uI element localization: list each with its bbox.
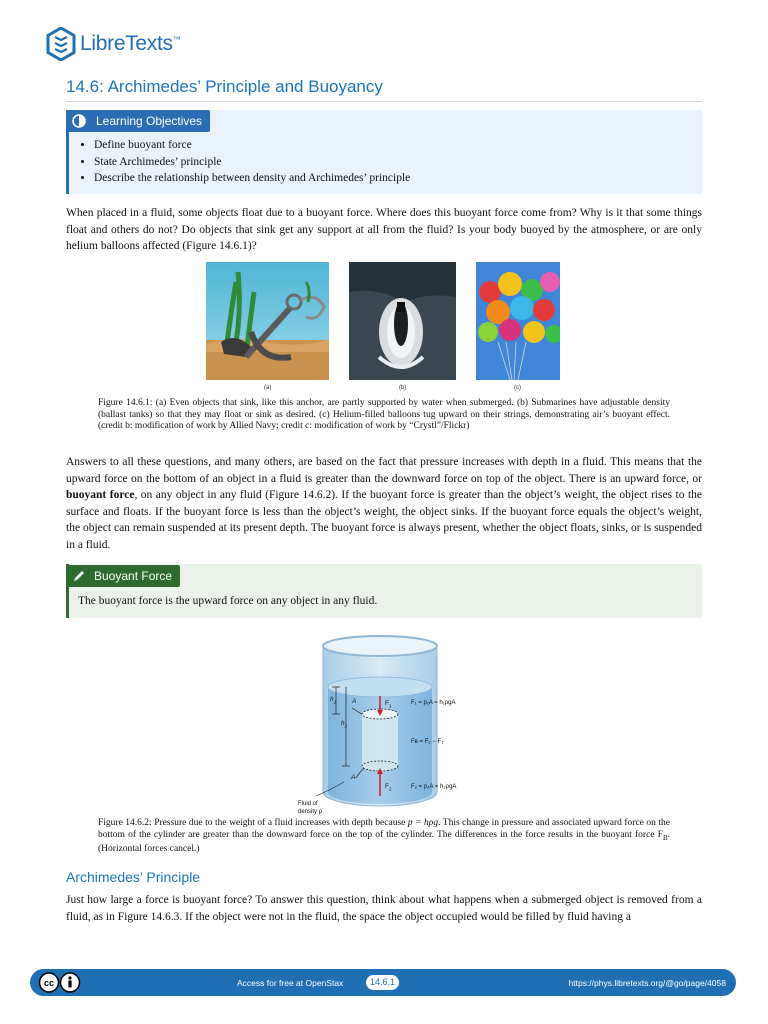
figure-2-caption: Figure 14.6.2: Pressure due to the weight of a fluid increases with depth because p = hρg. This change in pressure and associated upward force on the bottom of the cylinder are greater than the downward force on the top of the cylinder. The differences in the force results in the buoyant force $F_B$. (Horizontal forces cancel.) [98, 818, 670, 854]
figure-label-a: (a) [264, 385, 272, 391]
h2-label: $h_2$ [341, 720, 348, 729]
f1-equation: F₁ = p₁A = h₁ρgA [411, 700, 456, 706]
list-item: • Describe the relationship between density and Archimedes’ principle [94, 170, 410, 187]
footer-access-text[interactable]: Access for free at OpenStax [237, 978, 344, 988]
logo-text: LibreTexts™ [80, 32, 181, 55]
libretexts-logo[interactable] [46, 26, 180, 62]
list-item: • State Archimedes’ principle [94, 154, 410, 171]
svg-text:cc: cc [43, 978, 55, 988]
creative-commons-icon[interactable] [38, 972, 86, 993]
list-item: • Define buoyant force [94, 137, 410, 154]
intro-paragraph: When placed in a fluid, some objects float due to a buoyant force. Where does this buoyant force come from? Why is it that some things float and others do not? Do objects that sink get any support at all from the fluid? Is your body buoyed by the atmosphere, or are only helium balloons affected (Figure 14.6.1)? [66, 207, 702, 252]
f2-equation: F₂ = p₂A = h₂ρgA [411, 784, 457, 790]
libretexts-hexagon-icon [46, 27, 76, 61]
page-footer [30, 969, 736, 996]
definition-header [66, 565, 180, 587]
figure-label-c: (c) [514, 385, 521, 391]
archimedes-paragraph: Just how large a force is buoyant force? To answer this question, think about what happens when a submerged object is removed from a fluid, as in Figure 14.6.3. If the object were not in the fluid, the space the object occupied would be filled by fluid having a [66, 894, 702, 923]
pencil-icon [72, 569, 86, 583]
half-circle-icon [72, 114, 86, 128]
fluid-density-label: Fluid of density ρ [298, 801, 323, 815]
h1-label: $h_1$ [330, 696, 337, 705]
learning-objectives-header [66, 110, 210, 132]
footer-url-link[interactable]: https://phys.libretexts.org/@go/page/4058 [568, 978, 726, 988]
buoyant-force-equation: Fʙ = F₂ − F₁ [411, 739, 444, 745]
anchor-photo [206, 262, 329, 380]
area-bottom-label: A [351, 774, 356, 781]
submarine-photo [349, 262, 456, 380]
balloons-photo [476, 262, 560, 380]
buoyancy-diagram [290, 632, 480, 818]
page-number-badge: 14.6.1 [366, 975, 399, 990]
section-heading: Archimedes’ Principle [66, 869, 201, 885]
page-title: 14.6: Archimedes’ Principle and Buoyancy [66, 77, 383, 96]
definition-title: Buoyant Force [94, 569, 173, 583]
definition-text: The buoyant force is the upward force on any object in any fluid. [78, 595, 378, 607]
title-divider [66, 101, 702, 102]
learning-objectives-title: Learning Objectives [96, 114, 203, 128]
buoyancy-paragraph: Answers to all these questions, and many others, are based on the fact that pressure increases with depth in a fluid. This means that the upward force on the bottom of an object in a fluid is greater than the downward force on top of the object. There is an upward force, or buoyant force, on any object in any fluid (Figure 14.6.2). If the buoyant force is greater than the object’s weight, the object rises to the surface and floats. If the buoyant force is less than the object’s weight, the object sinks. If the buoyant force equals the object’s weight, the object can remain suspended at its present depth. The buoyant force is always present, whether the object floats, sinks, or is suspended in a fluid. [66, 456, 703, 551]
learning-objectives-list [78, 137, 410, 187]
buoyant-force-term: buoyant force [66, 489, 135, 501]
figure-label-b: (b) [399, 385, 407, 391]
area-top-label: A [352, 698, 357, 705]
figure-1-caption: Figure 14.6.1: (a) Even objects that sink, like this anchor, are partly supported by water when submerged. (b) Submarines have adjustable density (ballast tanks) so that they may float or sink as desired. (c) Helium-filled balloons tug upward on their strings, demonstrating air’s buoyant effect. (credit b: modification of work by Allied Navy; credit c: modification of work by “Crystl”/Flickr) [98, 398, 670, 431]
f2-vector-label: $F_2$ [385, 783, 392, 792]
f1-vector-label: $F_1$ [385, 700, 392, 709]
